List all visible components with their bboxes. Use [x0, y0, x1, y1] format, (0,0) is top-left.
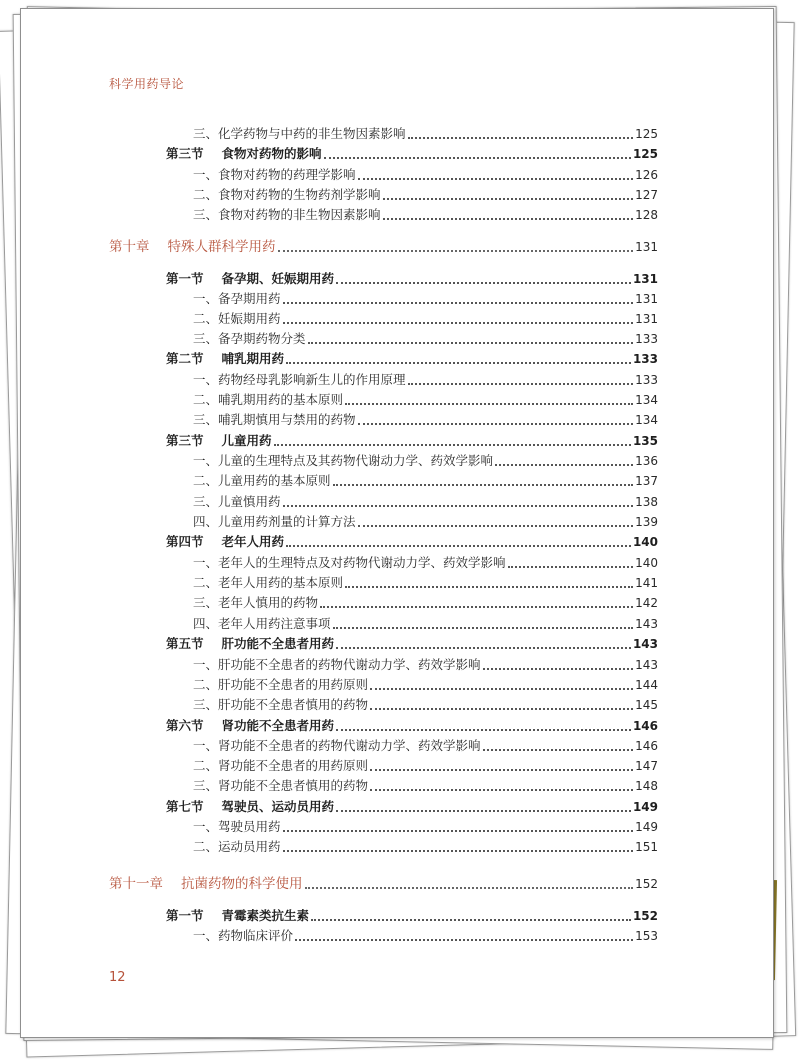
toc-entry-label: 二、运动员用药 [193, 839, 281, 854]
toc-item-row[interactable] [193, 756, 658, 776]
dot-leader [336, 647, 631, 649]
toc-page-number: 133 [632, 352, 658, 366]
toc-section-row[interactable] [166, 269, 658, 289]
toc-page-number: 143 [635, 617, 658, 631]
toc-entry-label: 二、老年人用药的基本原则 [193, 575, 344, 590]
dot-leader [345, 586, 633, 588]
toc-item-row[interactable] [193, 289, 658, 309]
toc-entry-label: 三、化学药物与中药的非生物因素影响 [193, 126, 406, 141]
toc-entry-label: 一、儿童的生理特点及其药物代谢动力学、药效学影响 [193, 453, 494, 468]
chapter-title: 特殊人群科学用药 [167, 239, 276, 255]
toc-item-row[interactable] [193, 309, 658, 329]
document-page [20, 8, 774, 1038]
toc-item-row[interactable] [193, 553, 658, 573]
toc-entry-label: 一、肝功能不全患者的药物代谢动力学、药效学影响 [193, 657, 481, 672]
dot-leader [324, 157, 631, 159]
toc-entry-label: 一、老年人的生理特点及对药物代谢动力学、药效学影响 [193, 555, 506, 570]
running-header: 科学用药导论 [109, 77, 185, 91]
dot-leader [358, 525, 634, 527]
dot-leader [483, 668, 634, 670]
toc-entry-label: 一、食物对药物的药理学影响 [193, 167, 356, 182]
toc-section-row[interactable] [166, 349, 658, 369]
dot-leader [283, 302, 634, 304]
toc-entry-label: 一、药物经母乳影响新生儿的作用原理 [193, 372, 406, 387]
toc-page-number: 128 [635, 208, 658, 222]
dot-leader [495, 464, 633, 466]
toc-item-row[interactable] [193, 695, 658, 715]
dot-leader [333, 627, 634, 629]
chapter-title: 抗菌药物的科学使用 [181, 876, 303, 892]
dot-leader [370, 708, 633, 710]
toc-item-row[interactable] [193, 837, 658, 857]
dot-leader [383, 198, 634, 200]
section-number: 第三节 [166, 146, 204, 161]
toc-page-number: 133 [635, 332, 658, 346]
toc-page-number: 153 [635, 929, 658, 943]
toc-item-row[interactable] [193, 655, 658, 675]
toc-section-row[interactable] [166, 431, 658, 451]
dot-leader [336, 729, 631, 731]
toc-chapter-row[interactable] [109, 874, 658, 894]
dot-leader [358, 423, 634, 425]
dot-leader [283, 830, 634, 832]
section-heading [166, 144, 322, 164]
section-number: 第七节 [166, 799, 204, 814]
page-number: 12 [109, 970, 126, 985]
toc-entry-label: 二、妊娠期用药 [193, 311, 281, 326]
dot-leader [283, 505, 634, 507]
toc-page-number: 131 [635, 292, 658, 306]
toc-section-row[interactable] [166, 144, 658, 164]
dot-leader [308, 342, 634, 344]
toc-item-row[interactable] [193, 614, 658, 634]
section-number: 第四节 [166, 534, 204, 549]
dot-leader [311, 919, 631, 921]
section-title: 驾驶员、运动员用药 [221, 799, 335, 814]
toc-section-row[interactable] [166, 906, 658, 926]
toc-entry-label: 二、肾功能不全患者的用药原则 [193, 758, 369, 773]
toc-item-row[interactable] [193, 370, 658, 390]
toc-entry-label: 四、老年人用药注意事项 [193, 616, 331, 631]
toc-page-number: 143 [635, 658, 658, 672]
dot-leader [274, 444, 631, 446]
toc-page-number: 151 [635, 840, 658, 854]
toc-page-number: 135 [632, 434, 658, 448]
dot-leader [305, 887, 634, 889]
dot-leader [358, 178, 634, 180]
toc-entry-label: 一、药物临床评价 [193, 928, 294, 943]
dot-leader [283, 322, 634, 324]
toc-item-row[interactable] [193, 512, 658, 532]
section-heading [166, 269, 334, 289]
toc-page-number: 152 [632, 909, 658, 923]
table-of-contents [21, 9, 773, 1037]
toc-entry-label: 一、驾驶员用药 [193, 819, 281, 834]
toc-page-number: 145 [635, 698, 658, 712]
toc-page-number: 125 [632, 147, 658, 161]
toc-item-row[interactable] [193, 817, 658, 837]
dot-leader [336, 282, 631, 284]
toc-item-row[interactable] [193, 410, 658, 430]
dot-leader [295, 939, 633, 941]
toc-entry-label: 二、儿童用药的基本原则 [193, 473, 331, 488]
toc-page-number: 125 [635, 127, 658, 141]
toc-entry-label: 三、肾功能不全患者慎用的药物 [193, 778, 369, 793]
toc-item-row[interactable] [193, 124, 658, 144]
dot-leader [320, 606, 633, 608]
toc-entry-label: 二、食物对药物的生物药剂学影响 [193, 187, 381, 202]
toc-page-number: 142 [635, 596, 658, 610]
toc-section-row[interactable] [166, 532, 658, 552]
toc-item-row[interactable] [193, 593, 658, 613]
section-number: 第三节 [166, 433, 204, 448]
toc-section-row[interactable] [166, 634, 658, 654]
toc-page-number: 149 [635, 820, 658, 834]
toc-page-number: 146 [635, 739, 658, 753]
section-title: 备孕期、妊娠期用药 [221, 271, 335, 286]
toc-item-row[interactable] [193, 926, 658, 946]
toc-entry-label: 三、备孕期药物分类 [193, 331, 306, 346]
section-heading [166, 797, 334, 817]
toc-entry-label: 四、儿童用药剂量的计算方法 [193, 514, 356, 529]
toc-page-number: 141 [635, 576, 658, 590]
toc-page-number: 148 [635, 779, 658, 793]
toc-entry-label: 三、儿童慎用药 [193, 494, 281, 509]
toc-entry-label: 一、备孕期用药 [193, 291, 281, 306]
chapter-number: 第十章 [109, 239, 150, 255]
toc-page-number: 139 [635, 515, 658, 529]
section-heading [166, 431, 272, 451]
toc-item-row[interactable] [193, 471, 658, 491]
toc-page-number: 146 [632, 719, 658, 733]
toc-page-number: 140 [635, 556, 658, 570]
toc-page-number: 136 [635, 454, 658, 468]
toc-page-number: 149 [632, 800, 658, 814]
dot-leader [370, 688, 633, 690]
dot-leader [333, 484, 634, 486]
toc-item-row[interactable] [193, 185, 658, 205]
section-heading [166, 906, 309, 926]
toc-page-number: 138 [635, 495, 658, 509]
toc-item-row[interactable] [193, 165, 658, 185]
section-title: 哺乳期用药 [221, 351, 285, 366]
section-heading [166, 349, 284, 369]
section-number: 第一节 [166, 908, 204, 923]
toc-item-row[interactable] [193, 329, 658, 349]
toc-item-row[interactable] [193, 492, 658, 512]
section-number: 第五节 [166, 636, 204, 651]
section-heading [166, 716, 334, 736]
toc-page-number: 131 [632, 272, 658, 286]
toc-section-row[interactable] [166, 797, 658, 817]
toc-entry-label: 一、肾功能不全患者的药物代谢动力学、药效学影响 [193, 738, 481, 753]
section-title: 老年人用药 [221, 534, 285, 549]
dot-leader [483, 749, 634, 751]
dot-leader [345, 403, 633, 405]
toc-page-number: 133 [635, 373, 658, 387]
dot-leader [286, 545, 631, 547]
toc-entry-label: 二、肝功能不全患者的用药原则 [193, 677, 369, 692]
dot-leader [336, 810, 631, 812]
toc-item-row[interactable] [193, 390, 658, 410]
section-title: 肝功能不全患者用药 [221, 636, 335, 651]
toc-page-number: 137 [635, 474, 658, 488]
dot-leader [383, 218, 634, 220]
toc-item-row[interactable] [193, 675, 658, 695]
dot-leader [508, 566, 634, 568]
chapter-number: 第十一章 [109, 876, 163, 892]
toc-item-row[interactable] [193, 451, 658, 471]
section-title: 食物对药物的影响 [221, 146, 322, 161]
chapter-heading [109, 874, 303, 894]
dot-leader [408, 137, 634, 139]
toc-page-number: 152 [635, 877, 658, 891]
toc-page-number: 131 [635, 240, 658, 254]
toc-page-number: 144 [635, 678, 658, 692]
section-number: 第一节 [166, 271, 204, 286]
dot-leader [370, 789, 633, 791]
toc-page-number: 134 [635, 413, 658, 427]
section-number: 第六节 [166, 718, 204, 733]
toc-entry-label: 三、肝功能不全患者慎用的药物 [193, 697, 369, 712]
toc-page-number: 140 [632, 535, 658, 549]
toc-section-row[interactable] [166, 716, 658, 736]
dot-leader [370, 769, 633, 771]
toc-item-row[interactable] [193, 573, 658, 593]
dot-leader [283, 850, 634, 852]
toc-entry-label: 三、老年人慎用的药物 [193, 595, 319, 610]
toc-page-number: 127 [635, 188, 658, 202]
section-heading [166, 532, 284, 552]
toc-page-number: 143 [632, 637, 658, 651]
toc-entry-label: 二、哺乳期用药的基本原则 [193, 392, 344, 407]
toc-chapter-row[interactable] [109, 237, 658, 257]
section-heading [166, 634, 334, 654]
toc-item-row[interactable] [193, 736, 658, 756]
section-number: 第二节 [166, 351, 204, 366]
dot-leader [278, 250, 634, 252]
toc-page-number: 147 [635, 759, 658, 773]
toc-entry-label: 三、哺乳期慎用与禁用的药物 [193, 412, 356, 427]
section-title: 儿童用药 [221, 433, 272, 448]
toc-item-row[interactable] [193, 205, 658, 225]
section-title: 青霉素类抗生素 [221, 908, 310, 923]
section-title: 肾功能不全患者用药 [221, 718, 335, 733]
toc-entry-label: 三、食物对药物的非生物因素影响 [193, 207, 381, 222]
chapter-heading [109, 237, 276, 257]
toc-page-number: 126 [635, 168, 658, 182]
dot-leader [408, 383, 634, 385]
toc-page-number: 134 [635, 393, 658, 407]
toc-page-number: 131 [635, 312, 658, 326]
dot-leader [286, 362, 631, 364]
toc-item-row[interactable] [193, 776, 658, 796]
